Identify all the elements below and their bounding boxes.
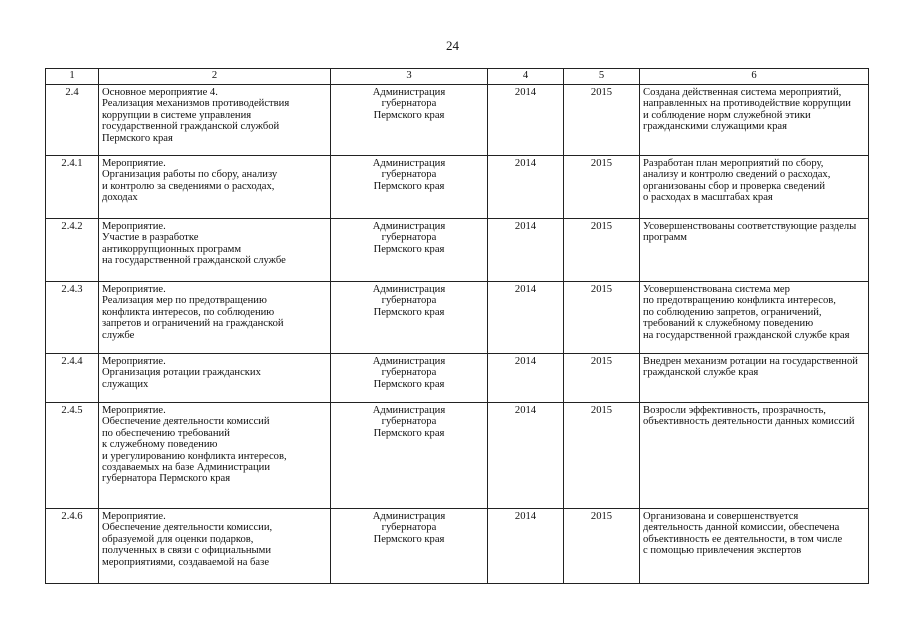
table-row (46, 282, 869, 354)
row-number: 2.4.5 (46, 403, 99, 509)
expected-result: Создана действенная система мероприятий, направленных на противодействие коррупции и соблюдение норм служебной этики гражданскими служащими края (640, 85, 869, 156)
expected-result: Разработан план мероприятий по сбору, анализу и контролю сведений о расходах, организованы сбор и проверка сведений о расходах в масштабах края (640, 156, 869, 219)
page-number: 24 (446, 38, 459, 53)
executor: Администрация губернатора Пермского края (331, 354, 488, 403)
table-row (46, 509, 869, 584)
end-year: 2015 (564, 282, 640, 354)
expected-result: Усовершенствованы соответствующие разделы программ (640, 219, 869, 282)
activity-name: Мероприятие. Обеспечение деятельности комиссий по обеспечению требований к служебному поведению и урегулированию конфликта интересов, создаваемых на базе Администрации губернатора Пермского края (99, 403, 331, 509)
executor: Администрация губернатора Пермского края (331, 219, 488, 282)
start-year: 2014 (488, 354, 564, 403)
table-header-row (46, 69, 869, 85)
end-year: 2015 (564, 219, 640, 282)
end-year: 2015 (564, 354, 640, 403)
column-header-3: 3 (331, 69, 488, 85)
column-header-2: 2 (99, 69, 331, 85)
activity-name: Мероприятие. Организация ротации гражданских служащих (99, 354, 331, 403)
column-header-4: 4 (488, 69, 564, 85)
executor: Администрация губернатора Пермского края (331, 509, 488, 584)
activity-name: Основное мероприятие 4. Реализация механизмов противодействия коррупции в системе управления государственной гражданской службой Пермского края (99, 85, 331, 156)
executor: Администрация губернатора Пермского края (331, 156, 488, 219)
start-year: 2014 (488, 156, 564, 219)
row-number: 2.4.6 (46, 509, 99, 584)
table-row (46, 219, 869, 282)
executor: Администрация губернатора Пермского края (331, 282, 488, 354)
executor: Администрация губернатора Пермского края (331, 85, 488, 156)
end-year: 2015 (564, 156, 640, 219)
end-year: 2015 (564, 403, 640, 509)
start-year: 2014 (488, 282, 564, 354)
end-year: 2015 (564, 509, 640, 584)
expected-result: Возросли эффективность, прозрачность, объективность деятельности данных комиссий (640, 403, 869, 509)
table-row (46, 354, 869, 403)
expected-result: Организована и совершенствуется деятельность данной комиссии, обеспечена объективность ее деятельности, в том числе с помощью привлечения экспертов (640, 509, 869, 584)
start-year: 2014 (488, 509, 564, 584)
row-number: 2.4.4 (46, 354, 99, 403)
activity-name: Мероприятие. Реализация мер по предотвращению конфликта интересов, по соблюдению запретов и ограничений на гражданской службе (99, 282, 331, 354)
activity-name: Мероприятие. Организация работы по сбору, анализу и контролю за сведениями о расходах, доходах (99, 156, 331, 219)
expected-result: Усовершенствована система мер по предотвращению конфликта интересов, по соблюдению запретов, ограничений, требований к служебному поведению на государственной гражданской службе края (640, 282, 869, 354)
table-row (46, 403, 869, 509)
start-year: 2014 (488, 403, 564, 509)
activity-name: Мероприятие. Участие в разработке антикоррупционных программ на государственной гражданской службе (99, 219, 331, 282)
row-number: 2.4.3 (46, 282, 99, 354)
column-header-6: 6 (640, 69, 869, 85)
column-header-5: 5 (564, 69, 640, 85)
table-row (46, 156, 869, 219)
table-row (46, 85, 869, 156)
row-number: 2.4 (46, 85, 99, 156)
executor: Администрация губернатора Пермского края (331, 403, 488, 509)
row-number: 2.4.2 (46, 219, 99, 282)
end-year: 2015 (564, 85, 640, 156)
column-header-1: 1 (46, 69, 99, 85)
row-number: 2.4.1 (46, 156, 99, 219)
expected-result: Внедрен механизм ротации на государственной гражданской службе края (640, 354, 869, 403)
start-year: 2014 (488, 85, 564, 156)
start-year: 2014 (488, 219, 564, 282)
activity-name: Мероприятие. Обеспечение деятельности комиссии, образуемой для оценки подарков, полученных в связи с официальными мероприятиями, создаваемой на базе (99, 509, 331, 584)
program-table (45, 68, 869, 584)
